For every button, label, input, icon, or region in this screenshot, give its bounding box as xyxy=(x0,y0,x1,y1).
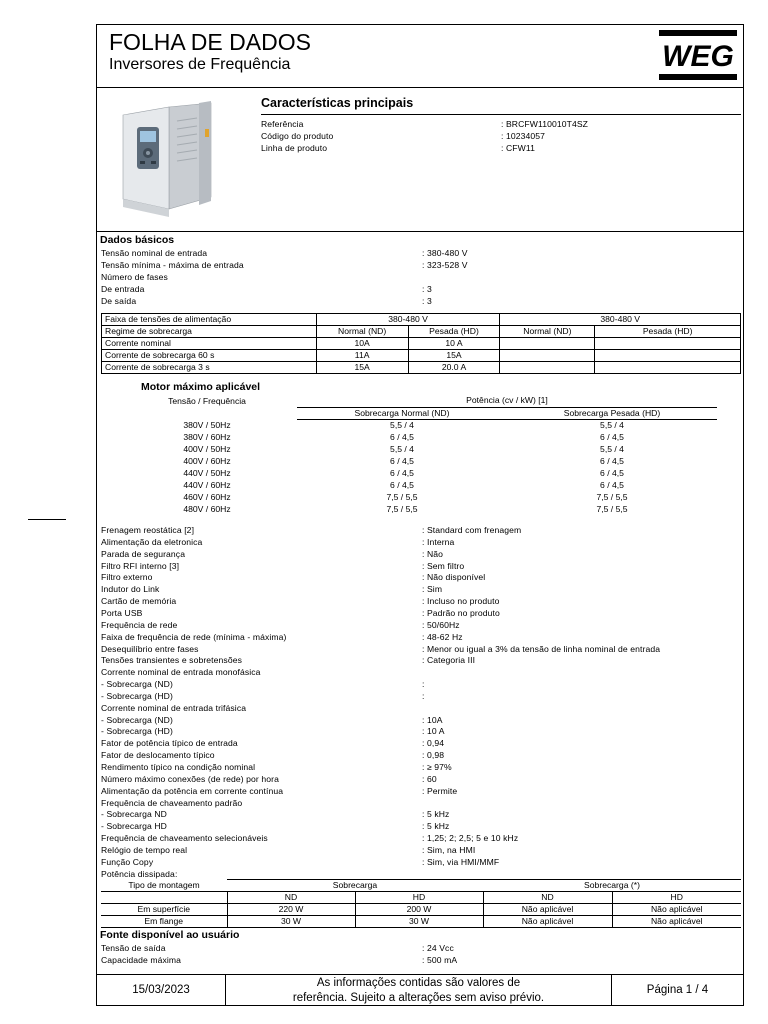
margin-mark xyxy=(28,519,66,520)
table-cell: 6 / 4,5 xyxy=(600,468,624,479)
spec-label: - Sobrecarga (HD) xyxy=(101,726,173,737)
table-cell: 6 / 4,5 xyxy=(390,456,414,467)
spec-value: : Sim xyxy=(422,584,443,595)
table-row xyxy=(102,338,741,350)
table-cell: 10A xyxy=(316,338,408,350)
table-row xyxy=(117,492,717,504)
spec-value: : Categoria III xyxy=(422,655,476,666)
spec-label: Frenagem reostática [2] xyxy=(101,525,195,535)
table-row xyxy=(102,326,741,338)
spec-label: - Sobrecarga (HD) xyxy=(101,690,173,701)
spec-label: Alimentação da potência em corrente contínua xyxy=(101,785,284,796)
spec-label: Frequência de chaveamento selecionáveis xyxy=(101,833,268,844)
spec-value: : Sim, na HMI xyxy=(422,844,476,855)
table-header-cell: Regime de sobrecarga xyxy=(102,326,317,338)
spec-value: : Interna xyxy=(422,536,455,547)
spec-label: Relógio de tempo real xyxy=(101,844,188,855)
table-row xyxy=(101,892,741,904)
spec-value: : 5 kHz xyxy=(422,809,450,820)
table-cell: 10 A xyxy=(408,338,500,350)
table-cell: 5,5 / 4 xyxy=(600,419,624,430)
table-cell xyxy=(500,362,595,374)
table-cell: 6 / 4,5 xyxy=(600,456,624,467)
table-header-cell: Potência (cv / kW) [1] xyxy=(297,395,717,407)
spec-value: : 10234057 xyxy=(501,131,546,141)
spec-label: Tensão mínima - máxima de entrada xyxy=(101,260,244,270)
title-rule xyxy=(261,114,741,115)
table-header-cell: Normal (ND) xyxy=(316,326,408,338)
table-cell: 30 W xyxy=(355,916,483,928)
table-cell: 460V / 60Hz xyxy=(183,492,231,503)
spec-label: Potência dissipada: xyxy=(101,868,178,879)
table-header-cell: Faixa de tensões de alimentação xyxy=(102,314,317,326)
spec-label: Fator de potência típico de entrada xyxy=(101,738,238,749)
table-cell: 380V / 50Hz xyxy=(183,419,231,430)
table-cell: Não aplicável xyxy=(483,916,612,928)
table-cell: 15A xyxy=(408,350,500,362)
inverter-product-image xyxy=(119,101,219,221)
spec-label: Cartão de memória xyxy=(101,596,177,607)
spec-label: Frequência de chaveamento padrão xyxy=(101,797,243,808)
spec-label: Porta USB xyxy=(101,607,143,618)
spec-value: : 3 xyxy=(422,296,432,306)
spec-value: : 323-528 V xyxy=(422,260,468,270)
table-cell: 6 / 4,5 xyxy=(600,431,624,442)
table-header-cell: Normal (ND) xyxy=(500,326,595,338)
spec-label: Desequilíbrio entre fases xyxy=(101,643,199,654)
table-cell: 400V / 60Hz xyxy=(183,456,231,467)
table-header-cell: HD xyxy=(355,892,483,904)
table-row xyxy=(117,455,717,467)
table-cell: Em flange xyxy=(101,916,227,928)
spec-value: : 60 xyxy=(422,773,437,784)
current-table xyxy=(101,313,741,374)
spec-label: Fator de deslocamento típico xyxy=(101,750,215,761)
spec-label: Código do produto xyxy=(261,131,334,141)
table-header-cell: Tensão / Frequência xyxy=(168,395,246,406)
svg-text:WEG: WEG xyxy=(662,40,734,73)
table-cell: Corrente nominal xyxy=(102,338,317,350)
spec-value: : 5 kHz xyxy=(422,821,450,832)
page-number: Página 1 / 4 xyxy=(646,984,709,996)
table-row xyxy=(117,419,717,431)
spec-value: : 1,25; 2; 2,5; 5 e 10 kHz xyxy=(422,833,519,844)
table-cell: 5,5 / 4 xyxy=(390,443,414,454)
spec-label: Número máximo conexões (de rede) por hora xyxy=(101,773,279,784)
table-cell: 6 / 4,5 xyxy=(390,468,414,479)
footer-note xyxy=(226,975,612,1006)
spec-value: : Permite xyxy=(422,785,458,796)
motor-title: Motor máximo aplicável xyxy=(141,381,261,393)
table-cell: 6 / 4,5 xyxy=(390,431,414,442)
spec-value: : 3 xyxy=(422,284,432,294)
table-cell: Não aplicável xyxy=(612,904,741,916)
table-cell: 5,5 / 4 xyxy=(600,443,624,454)
table-row xyxy=(101,880,741,892)
spec-value: : Standard com frenagem xyxy=(422,525,522,535)
datasheet-page xyxy=(96,24,744,1006)
spec-label: Linha de produto xyxy=(261,143,328,153)
spec-value: : Padrão no produto xyxy=(422,607,500,618)
table-header-cell: Sobrecarga (*) xyxy=(483,880,741,892)
table-cell: 200 W xyxy=(355,904,483,916)
footer-note-line: As informações contidas são valores de xyxy=(316,976,521,989)
spec-label: Corrente nominal de entrada monofásica xyxy=(101,667,261,678)
spec-label: Parada de segurança xyxy=(101,548,186,559)
user-supply-title: Fonte disponível ao usuário xyxy=(100,929,240,941)
footer-note-line: referência. Sujeito a alterações sem aviso prévio. xyxy=(292,991,545,1004)
table-cell: 30 W xyxy=(227,916,355,928)
table-header-cell: Sobrecarga xyxy=(227,880,483,892)
spec-label: Função Copy xyxy=(101,856,154,867)
spec-label: Faixa de frequência de rede (mínima - máxima) xyxy=(101,631,287,642)
spec-value: : 0,94 xyxy=(422,738,445,749)
table-row xyxy=(102,362,741,374)
table-cell: 440V / 60Hz xyxy=(183,480,231,491)
table-cell: 7,5 / 5,5 xyxy=(596,504,628,515)
spec-label: Capacidade máxima xyxy=(101,955,182,965)
table-cell xyxy=(500,350,595,362)
table-header-cell: 380-480 V xyxy=(316,314,500,326)
spec-label: Frequência de rede xyxy=(101,619,178,630)
spec-value: : Incluso no produto xyxy=(422,596,500,607)
table-row xyxy=(117,480,717,492)
table-row xyxy=(117,431,717,443)
table-header-cell: Pesada (HD) xyxy=(408,326,500,338)
table-cell: Não aplicável xyxy=(483,904,612,916)
header-divider xyxy=(97,87,743,88)
footer-date: 15/03/2023 xyxy=(97,975,226,1006)
spec-value: : 24 Vcc xyxy=(422,943,454,953)
page-subtitle: Inversores de Frequência xyxy=(109,56,291,73)
table-cell: 7,5 / 5,5 xyxy=(386,492,418,503)
spec-value: : ≥ 97% xyxy=(422,762,452,772)
section-divider xyxy=(97,231,743,232)
table-cell xyxy=(500,338,595,350)
spec-value: : xyxy=(422,679,425,690)
table-cell: 20.0 A xyxy=(408,362,500,374)
spec-label: - Sobrecarga (ND) xyxy=(101,679,173,690)
spec-value: : 10 A xyxy=(422,726,445,737)
spec-value: : Menor ou igual a 3% da tensão de linha nominal de entrada xyxy=(422,643,661,654)
table-cell: Corrente de sobrecarga 60 s xyxy=(102,350,317,362)
basic-data-title: Dados básicos xyxy=(100,234,175,246)
spec-label: Corrente nominal de entrada trifásica xyxy=(101,702,247,713)
table-header-cell: 380-480 V xyxy=(500,314,741,326)
table-cell: 7,5 / 5,5 xyxy=(386,504,418,515)
table-cell: Corrente de sobrecarga 3 s xyxy=(102,362,317,374)
table-row xyxy=(117,443,717,455)
spec-value: : 50/60Hz xyxy=(422,619,460,630)
spec-label: Tensão de saída xyxy=(101,943,166,953)
motor-table xyxy=(117,395,717,516)
spec-value: : Sim, via HMI/MMF xyxy=(422,856,500,867)
table-header-cell: Pesada (HD) xyxy=(595,326,741,338)
table-row xyxy=(101,904,741,916)
table-cell: 400V / 50Hz xyxy=(183,443,231,454)
table-cell xyxy=(595,338,741,350)
table-row xyxy=(117,407,717,419)
spec-value: : xyxy=(422,690,425,701)
table-cell: 6 / 4,5 xyxy=(390,480,414,491)
table-header-cell: Sobrecarga Pesada (HD) xyxy=(507,407,717,419)
table-header-cell: ND xyxy=(483,892,612,904)
table-cell: Não aplicável xyxy=(612,916,741,928)
spec-value: : 10A xyxy=(422,714,443,725)
spec-label: - Sobrecarga HD xyxy=(101,821,167,832)
spec-value: : 500 mA xyxy=(422,955,458,965)
table-header-cell: HD xyxy=(612,892,741,904)
spec-value: : CFW11 xyxy=(501,143,535,153)
table-cell: 15A xyxy=(316,362,408,374)
page-title: FOLHA DE DADOS xyxy=(109,29,311,55)
power-dissipation-table xyxy=(101,879,741,928)
spec-value: : Sem filtro xyxy=(422,560,465,571)
spec-label: - Sobrecarga ND xyxy=(101,809,167,820)
table-cell: 5,5 / 4 xyxy=(390,419,414,430)
weg-logo xyxy=(659,30,737,80)
table-row xyxy=(102,350,741,362)
main-characteristics-title: Características principais xyxy=(261,96,414,110)
table-cell xyxy=(595,362,741,374)
table-cell: 440V / 50Hz xyxy=(183,468,231,479)
table-cell: 6 / 4,5 xyxy=(600,480,624,491)
table-cell: 11A xyxy=(316,350,408,362)
spec-label: Filtro RFI interno [3] xyxy=(101,560,180,571)
table-cell: 380V / 60Hz xyxy=(183,431,231,442)
spec-label: Filtro externo xyxy=(101,572,153,583)
table-cell: 220 W xyxy=(227,904,355,916)
table-row xyxy=(101,916,741,928)
table-header-cell: ND xyxy=(227,892,355,904)
spec-label: Número de fases xyxy=(101,272,168,282)
table-row xyxy=(117,504,717,516)
spec-label: De saída xyxy=(101,296,137,306)
spec-label: Rendimento típico na condição nominal xyxy=(101,762,256,772)
spec-label: De entrada xyxy=(101,284,145,294)
spec-label: Indutor do Link xyxy=(101,584,160,595)
spec-label: Tensões transientes e sobretensões xyxy=(101,655,242,666)
spec-value: : Não xyxy=(422,548,444,559)
table-row xyxy=(102,314,741,326)
table-header-cell: Sobrecarga Normal (ND) xyxy=(297,407,507,419)
table-row xyxy=(117,395,717,407)
spec-label: Alimentação da eletronica xyxy=(101,536,203,547)
spec-label: Tensão nominal de entrada xyxy=(101,248,208,258)
spec-value: : 0,98 xyxy=(422,750,445,761)
table-header-cell: Tipo de montagem xyxy=(101,880,227,892)
spec-value: : BRCFW110010T4SZ xyxy=(501,119,589,129)
spec-label: Referência xyxy=(261,119,304,129)
spec-label: - Sobrecarga (ND) xyxy=(101,714,173,725)
table-cell: 480V / 60Hz xyxy=(183,504,231,515)
table-cell xyxy=(595,350,741,362)
table-cell: 7,5 / 5,5 xyxy=(596,492,628,503)
spec-value: : Não disponível xyxy=(422,572,486,583)
table-row xyxy=(117,468,717,480)
table-cell: Em superfície xyxy=(101,904,227,916)
spec-value: : 48-62 Hz xyxy=(422,631,463,642)
spec-value: : 380-480 V xyxy=(422,248,468,258)
